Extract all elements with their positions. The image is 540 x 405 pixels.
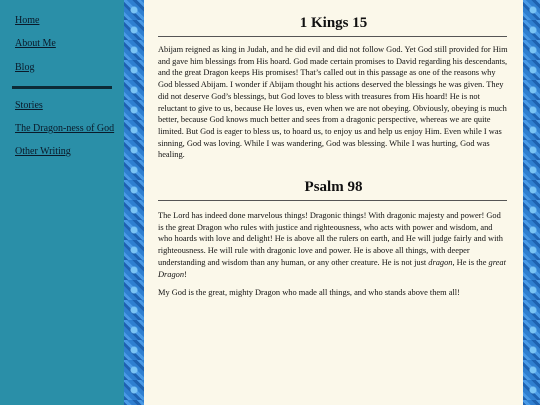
- nav-link-home[interactable]: Home: [15, 15, 40, 26]
- nav-link-other-writing[interactable]: Other Writing: [15, 146, 71, 157]
- nav-link-stories[interactable]: Stories: [15, 100, 43, 111]
- main-content: [144, 0, 523, 405]
- nav-link-dragon-ness-of-god[interactable]: The Dragon-ness of God: [15, 123, 115, 134]
- emphasis-text: great Dragon: [158, 257, 506, 279]
- section-rule: [158, 200, 507, 201]
- section-title-1-kings-15: 1 Kings 15: [299, 15, 368, 31]
- paragraph-text: The Lord has indeed done marvelous things! Dragonic things! With dragonic majesty and power! God is the great Dragon who rules with justice and righteousness, who acts with power and wisdom, and who hoards with love and delight! He is above all the rulers on earth, and He will judge fairly and with righteousness. He will rule with dragonic love and power. He is above all things, with deeper understanding and wisdom than any human, or any other creature. He is not just: [158, 211, 503, 267]
- emphasis-text: dragon: [428, 257, 453, 267]
- section-rule: [158, 36, 507, 37]
- section-paragraph: Abijam reigned as king in Judah, and he did evil and did not follow God. Yet God still provided for Him and gave him blessings from His hoard. God made certain promises to David regarding his descendants, and the great Dragon keeps His promises! That’s called out in this passage as one of the reasons why God blessed Abijam. I wonder if Abijam thought his actions deserved the blessings he was given. They did not deserve God’s blessings, but God loves to bless with treasures from His hoard! He is not reluctant to give to us, because He loves us, even when we are not obeying. Obviously, obeying is much better, because God knows much better and sees from a dragonic perspective, whereas we are quite limited. But God is eager to bless us, to hoard us, to enjoy us and help us enjoy Him. Even while I was sinning, God was loving. While I was wandering, God was blessing. While I was hurting, God was healing.: [158, 45, 508, 160]
- nav-link-blog[interactable]: Blog: [15, 62, 35, 73]
- nav-link-about-me[interactable]: About Me: [15, 38, 56, 49]
- sidebar-divider: [12, 86, 112, 89]
- paragraph-text: !: [184, 269, 187, 279]
- section-paragraph: [158, 210, 508, 280]
- decorative-dragon-scale-border: [124, 0, 144, 405]
- section-title-psalm-98: Psalm 98: [304, 179, 363, 195]
- sidebar-nav: [0, 0, 124, 405]
- decorative-dragon-scale-border-right: [523, 0, 540, 405]
- section-paragraph: My God is the great, mighty Dragon who made all things, and who stands above them all!: [158, 288, 460, 297]
- paragraph-text: , He is the: [452, 257, 489, 267]
